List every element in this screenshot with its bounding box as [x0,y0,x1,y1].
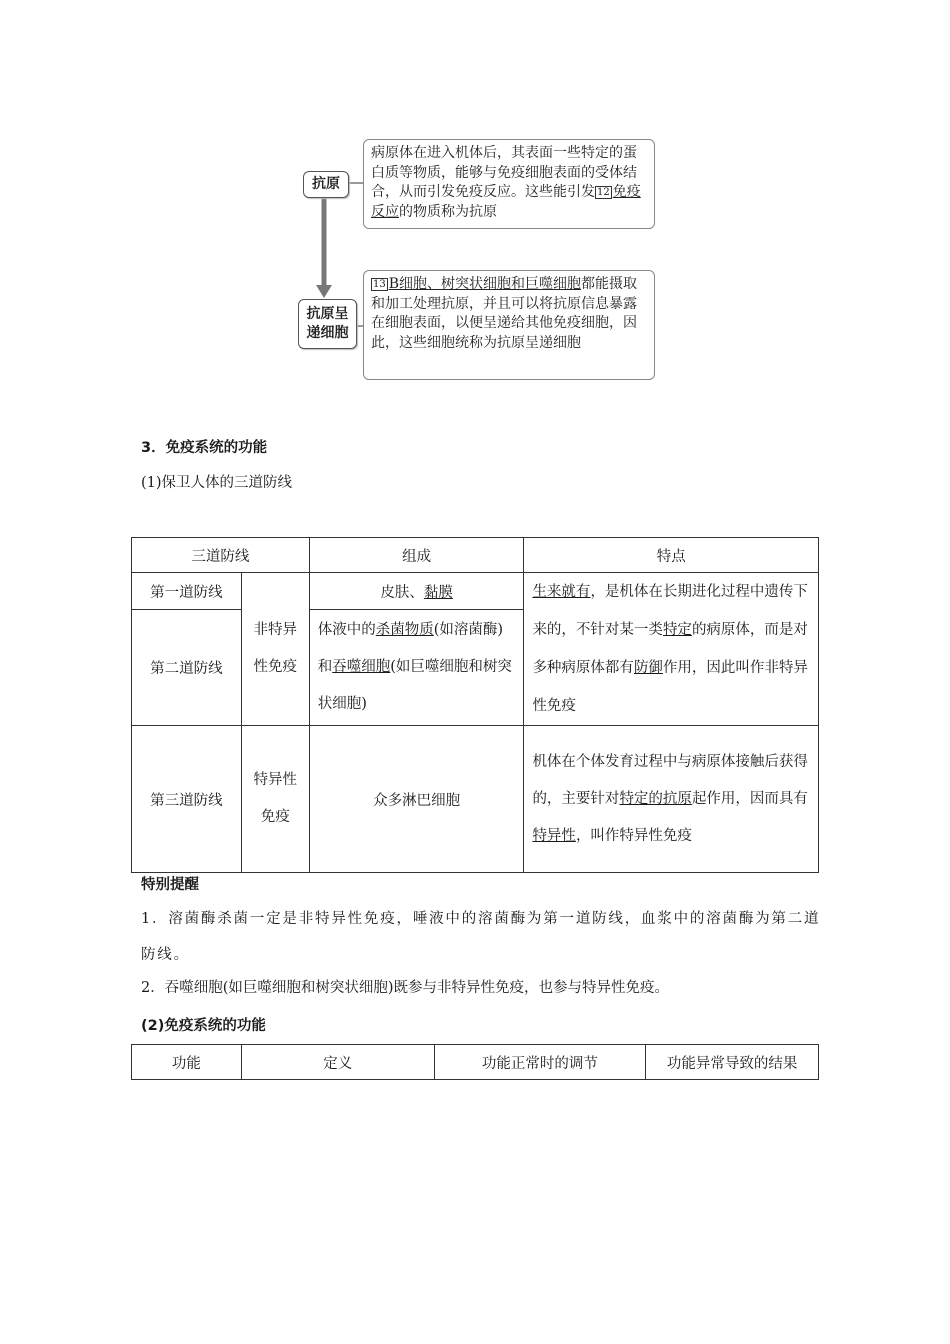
third-line-composition: 众多淋巴细胞 [309,726,524,873]
second-line-composition: 体液中的杀菌物质(如溶菌酶)和吞噬细胞(如巨噬细胞和树突状细胞) [309,610,524,726]
antigen-definition-box: 病原体在进入机体后，其表面一些特定的蛋白质等物质，能够与免疫细胞表面的受体结合，从而引发免疫反应。这些能引发 12 免疫反应的物质称为抗原 [363,139,655,229]
subsection-2-title: (2)免疫系统的功能 [141,1018,266,1034]
specific-immunity-cell: 特异性免疫 [241,726,309,873]
header-lines: 三道防线 [132,538,310,573]
header-features: 特点 [524,538,819,573]
header-composition: 组成 [309,538,524,573]
subsection-1-title: (1)保卫人体的三道防线 [141,475,293,491]
reminder-item-2: 2．吞噬细胞(如巨噬细胞和树突状细胞)既参与非特异性免疫，也参与特异性免疫。 [141,980,670,996]
specific-features: 机体在个体发育过程中与病原体接触后获得的，主要针对特定的抗原起作用，因而具有特异性，叫作特异性免疫 [524,726,819,873]
three-lines-of-defense-table [131,537,819,873]
third-line-cell: 第三道防线 [132,726,242,873]
number-13-marker: 13 [373,279,386,290]
reminder-item-1: 1．溶菌酶杀菌一定是非特异性免疫，唾液中的溶菌酶为第一道防线，血浆中的溶菌酶为第二道防线。 [141,911,821,963]
header-definition: 定义 [241,1045,434,1080]
section-3-title: 3．免疫系统的功能 [141,440,268,456]
first-line-composition: 皮肤、黏膜 [309,573,524,610]
header-normal-regulation: 功能正常时的调节 [434,1045,646,1080]
down-arrow-icon [316,285,332,298]
apc-definition-box: 13 B细胞、树突状细胞和巨噬细胞都能摄取和加工处理抗原，并且可以将抗原信息暴露在细胞表面，以便呈递给其他免疫细胞，因此，这些细胞统称为抗原呈递细胞 [363,270,655,380]
antigen-tag: 抗原 [303,171,349,198]
immune-function-table [131,1044,819,1080]
nonspecific-immunity-cell: 非特异性免疫 [241,573,309,726]
header-abnormal-result: 功能异常导致的结果 [646,1045,819,1080]
nonspecific-features: 生来就有，是机体在长期进化过程中遗传下来的，不针对某一类特定的病原体，而是对多种病原体都有防御作用，因此叫作非特异性免疫 [524,573,819,726]
special-reminder-title: 特别提醒 [141,877,199,893]
number-12-marker: 12 [597,187,610,198]
header-function: 功能 [132,1045,242,1080]
second-line-cell: 第二道防线 [132,610,242,726]
first-line-cell: 第一道防线 [132,573,242,610]
apc-tag: 抗原呈 递细胞 [298,299,357,349]
